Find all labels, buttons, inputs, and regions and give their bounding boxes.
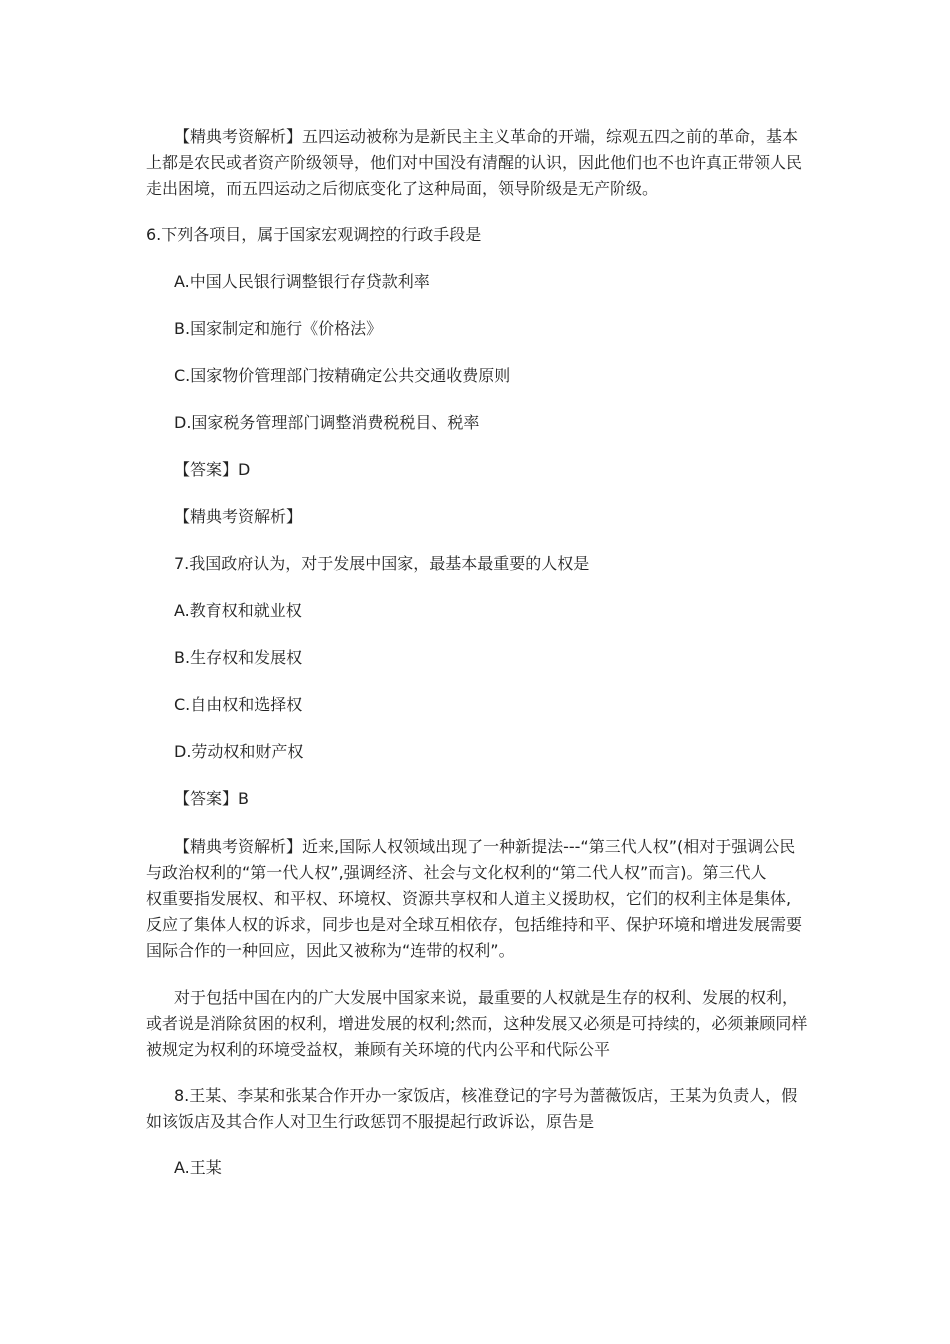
- text-line: 被规定为权利的环境受益权，兼顾有关环境的代内公平和代际公平: [146, 1040, 611, 1059]
- question-7-option-a: A.教育权和就业权: [174, 601, 302, 620]
- question-8-option-a: A.王某: [174, 1158, 222, 1177]
- text-line: 与政治权利的“第一代人权”,强调经济、社会与文化权利的“第二代人权”而言)。第三代人: [146, 863, 767, 882]
- text-line: 权重要指发展权、和平权、环境权、资源共享权和人道主义援助权，它们的权利主体是集体,: [146, 889, 792, 908]
- analysis-paragraph-q5: [146, 124, 806, 202]
- analysis-paragraph-q7: [146, 834, 806, 964]
- question-7-option-d: D.劳动权和财产权: [174, 742, 304, 761]
- text-line: 【精典考资解析】五四运动被称为是新民主主义革命的开端，综观五四之前的革命，基本: [174, 127, 799, 146]
- text-line: 反应了集体人权的诉求，同步也是对全球互相依存，包括维持和平、保护环境和增进发展需要: [146, 915, 803, 934]
- text-line: 走出困境，而五四运动之后彻底变化了这种局面，领导阶级是无产阶级。: [146, 179, 659, 198]
- question-6-analysis: 【精典考资解析】: [174, 507, 303, 526]
- question-7-option-c: C.自由权和选择权: [174, 695, 303, 714]
- question-6-option-c: C.国家物价管理部门按精确定公共交通收费原则: [174, 366, 511, 385]
- text-line: 【精典考资解析】近来,国际人权领域出现了一种新提法---“第三代人权”(相对于强调公民: [174, 837, 796, 856]
- question-7-stem: 7.我国政府认为，对于发展中国家，最基本最重要的人权是: [174, 554, 590, 573]
- question-7-option-b: B.生存权和发展权: [174, 648, 303, 667]
- text-line: 对于包括中国在内的广大发展中国家来说，最重要的人权就是生存的权利、发展的权利，: [174, 988, 799, 1007]
- question-6-stem: 6.下列各项目，属于国家宏观调控的行政手段是: [146, 225, 482, 244]
- question-7-answer: 【答案】B: [174, 789, 249, 808]
- text-line: 上都是农民或者资产阶级领导，他们对中国没有清醒的认识，因此他们也不也许真正带领人民: [146, 153, 803, 172]
- question-6-option-a: A.中国人民银行调整银行存贷款利率: [174, 272, 430, 291]
- text-line: 国际合作的一种回应，因此又被称为“连带的权利”。: [146, 941, 515, 960]
- question-8-stem: [146, 1083, 806, 1135]
- text-line: 8.王某、李某和张某合作开办一家饭店，核准登记的字号为蔷薇饭店，王某为负责人，假: [174, 1086, 798, 1105]
- supplement-paragraph-q7: [146, 985, 806, 1063]
- text-line: 如该饭店及其合作人对卫生行政惩罚不服提起行政诉讼，原告是: [146, 1112, 595, 1131]
- question-6-option-b: B.国家制定和施行《价格法》: [174, 319, 383, 338]
- text-line: 或者说是消除贫困的权利，增进发展的权利;然而，这种发展又必须是可持续的，必须兼顾同样: [146, 1014, 808, 1033]
- question-6-option-d: D.国家税务管理部门调整消费税税目、税率: [174, 413, 480, 432]
- question-6-answer: 【答案】D: [174, 460, 251, 479]
